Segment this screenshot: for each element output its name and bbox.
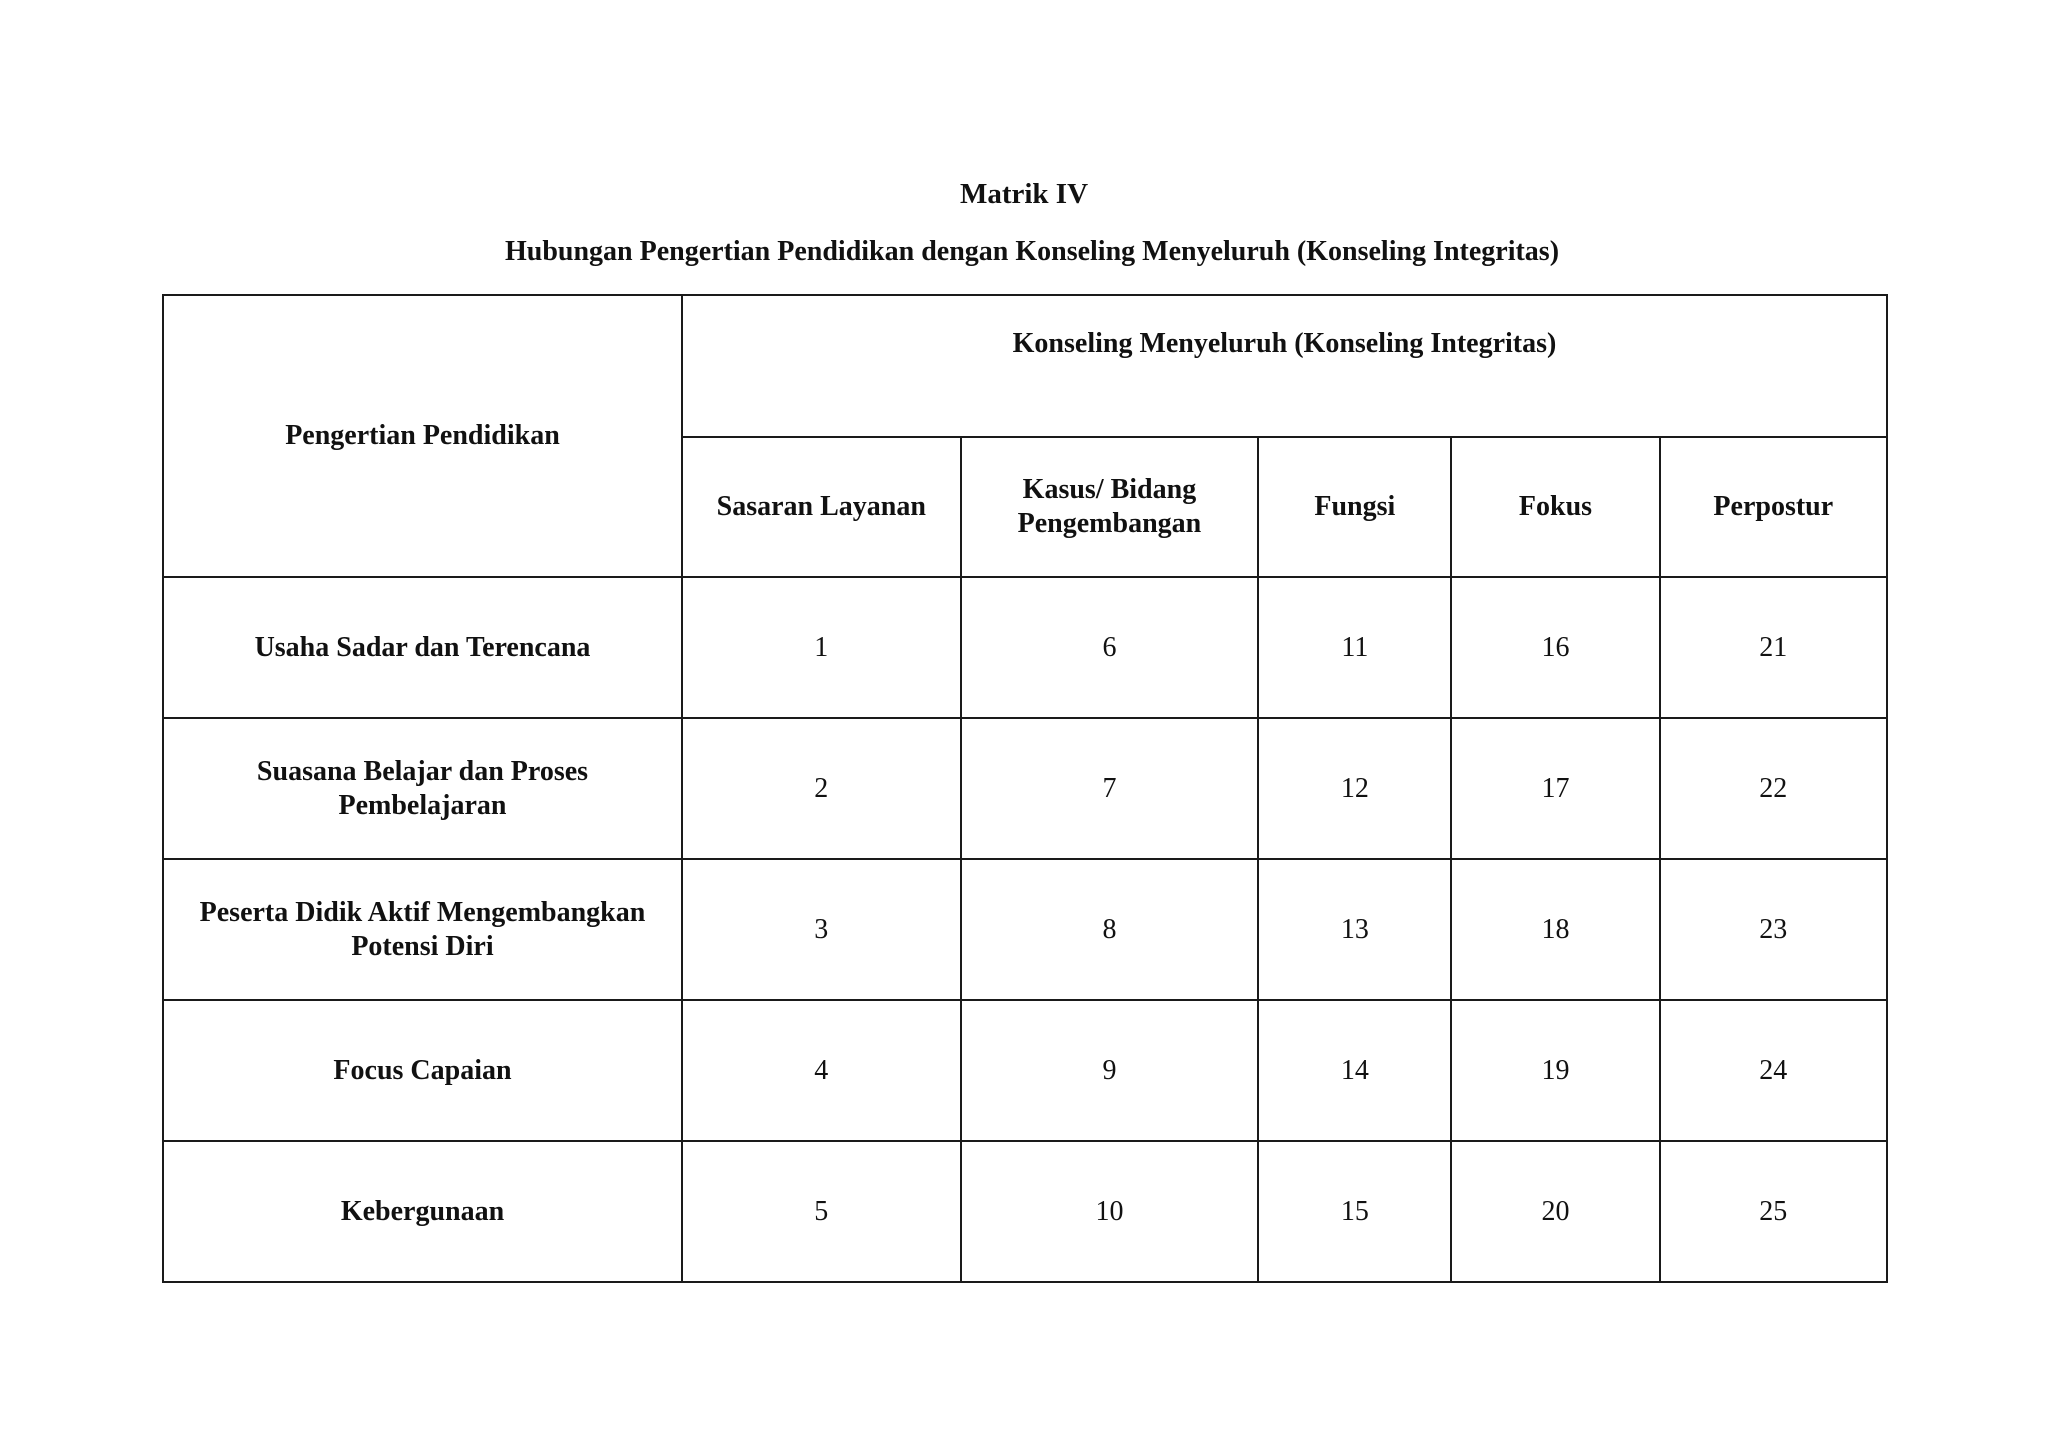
- row-label: Kebergunaan: [163, 1141, 682, 1282]
- row-label-text: Suasana Belajar dan Proses Pembelajaran: [256, 755, 589, 821]
- table-cell: 19: [1451, 1000, 1659, 1141]
- row-label: [163, 718, 682, 859]
- table-cell: 1: [682, 577, 961, 718]
- table-cell: 5: [682, 1141, 961, 1282]
- table-cell: 10: [961, 1141, 1259, 1282]
- column-header: [961, 437, 1259, 577]
- table-cell: 7: [961, 718, 1259, 859]
- table-cell: 16: [1451, 577, 1659, 718]
- row-header-label: Pengertian Pendidikan: [285, 420, 560, 451]
- group-header-cell: [682, 295, 1887, 437]
- table-cell: 21: [1660, 577, 1887, 718]
- group-header-label: Konseling Menyeluruh (Konseling Integritas): [1012, 328, 1557, 359]
- table-cell: 15: [1258, 1141, 1451, 1282]
- table-row: [163, 859, 1887, 1000]
- row-header-cell: [163, 295, 682, 577]
- table-cell: 17: [1451, 718, 1659, 859]
- table-cell: 25: [1660, 1141, 1887, 1282]
- table-cell: 8: [961, 859, 1259, 1000]
- table-cell: 11: [1258, 577, 1451, 718]
- table-cell: 6: [961, 577, 1259, 718]
- column-header: Perpostur: [1660, 437, 1887, 577]
- column-header: Sasaran Layanan: [682, 437, 961, 577]
- table-cell: 9: [961, 1000, 1259, 1141]
- table-cell: 23: [1660, 859, 1887, 1000]
- table-row: [163, 1000, 1887, 1141]
- row-label: Focus Capaian: [163, 1000, 682, 1141]
- document-title: Matrik IV: [959, 178, 1089, 210]
- table-cell: 12: [1258, 718, 1451, 859]
- table-header-row-group: [163, 295, 1887, 437]
- table-cell: 14: [1258, 1000, 1451, 1141]
- document-subtitle: Hubungan Pengertian Pendidikan dengan Konseling Menyeluruh (Konseling Integritas): [504, 236, 1560, 267]
- table-cell: 4: [682, 1000, 961, 1141]
- table-cell: 3: [682, 859, 961, 1000]
- column-header-label: Kasus/ Bidang Pengembangan: [1017, 474, 1202, 539]
- table-cell: 2: [682, 718, 961, 859]
- column-header: Fokus: [1451, 437, 1659, 577]
- table-row: [163, 1141, 1887, 1282]
- table-cell: 24: [1660, 1000, 1887, 1141]
- column-header: Fungsi: [1258, 437, 1451, 577]
- table-cell: 20: [1451, 1141, 1659, 1282]
- table-row: [163, 577, 1887, 718]
- table-cell: 18: [1451, 859, 1659, 1000]
- table-cell: 13: [1258, 859, 1451, 1000]
- table-cell: 22: [1660, 718, 1887, 859]
- row-label: Peserta Didik Aktif Mengembangkan Potensi Diri: [163, 859, 682, 1000]
- matrix-table: [162, 294, 1888, 1283]
- row-label: Usaha Sadar dan Terencana: [163, 577, 682, 718]
- table-row: [163, 718, 1887, 859]
